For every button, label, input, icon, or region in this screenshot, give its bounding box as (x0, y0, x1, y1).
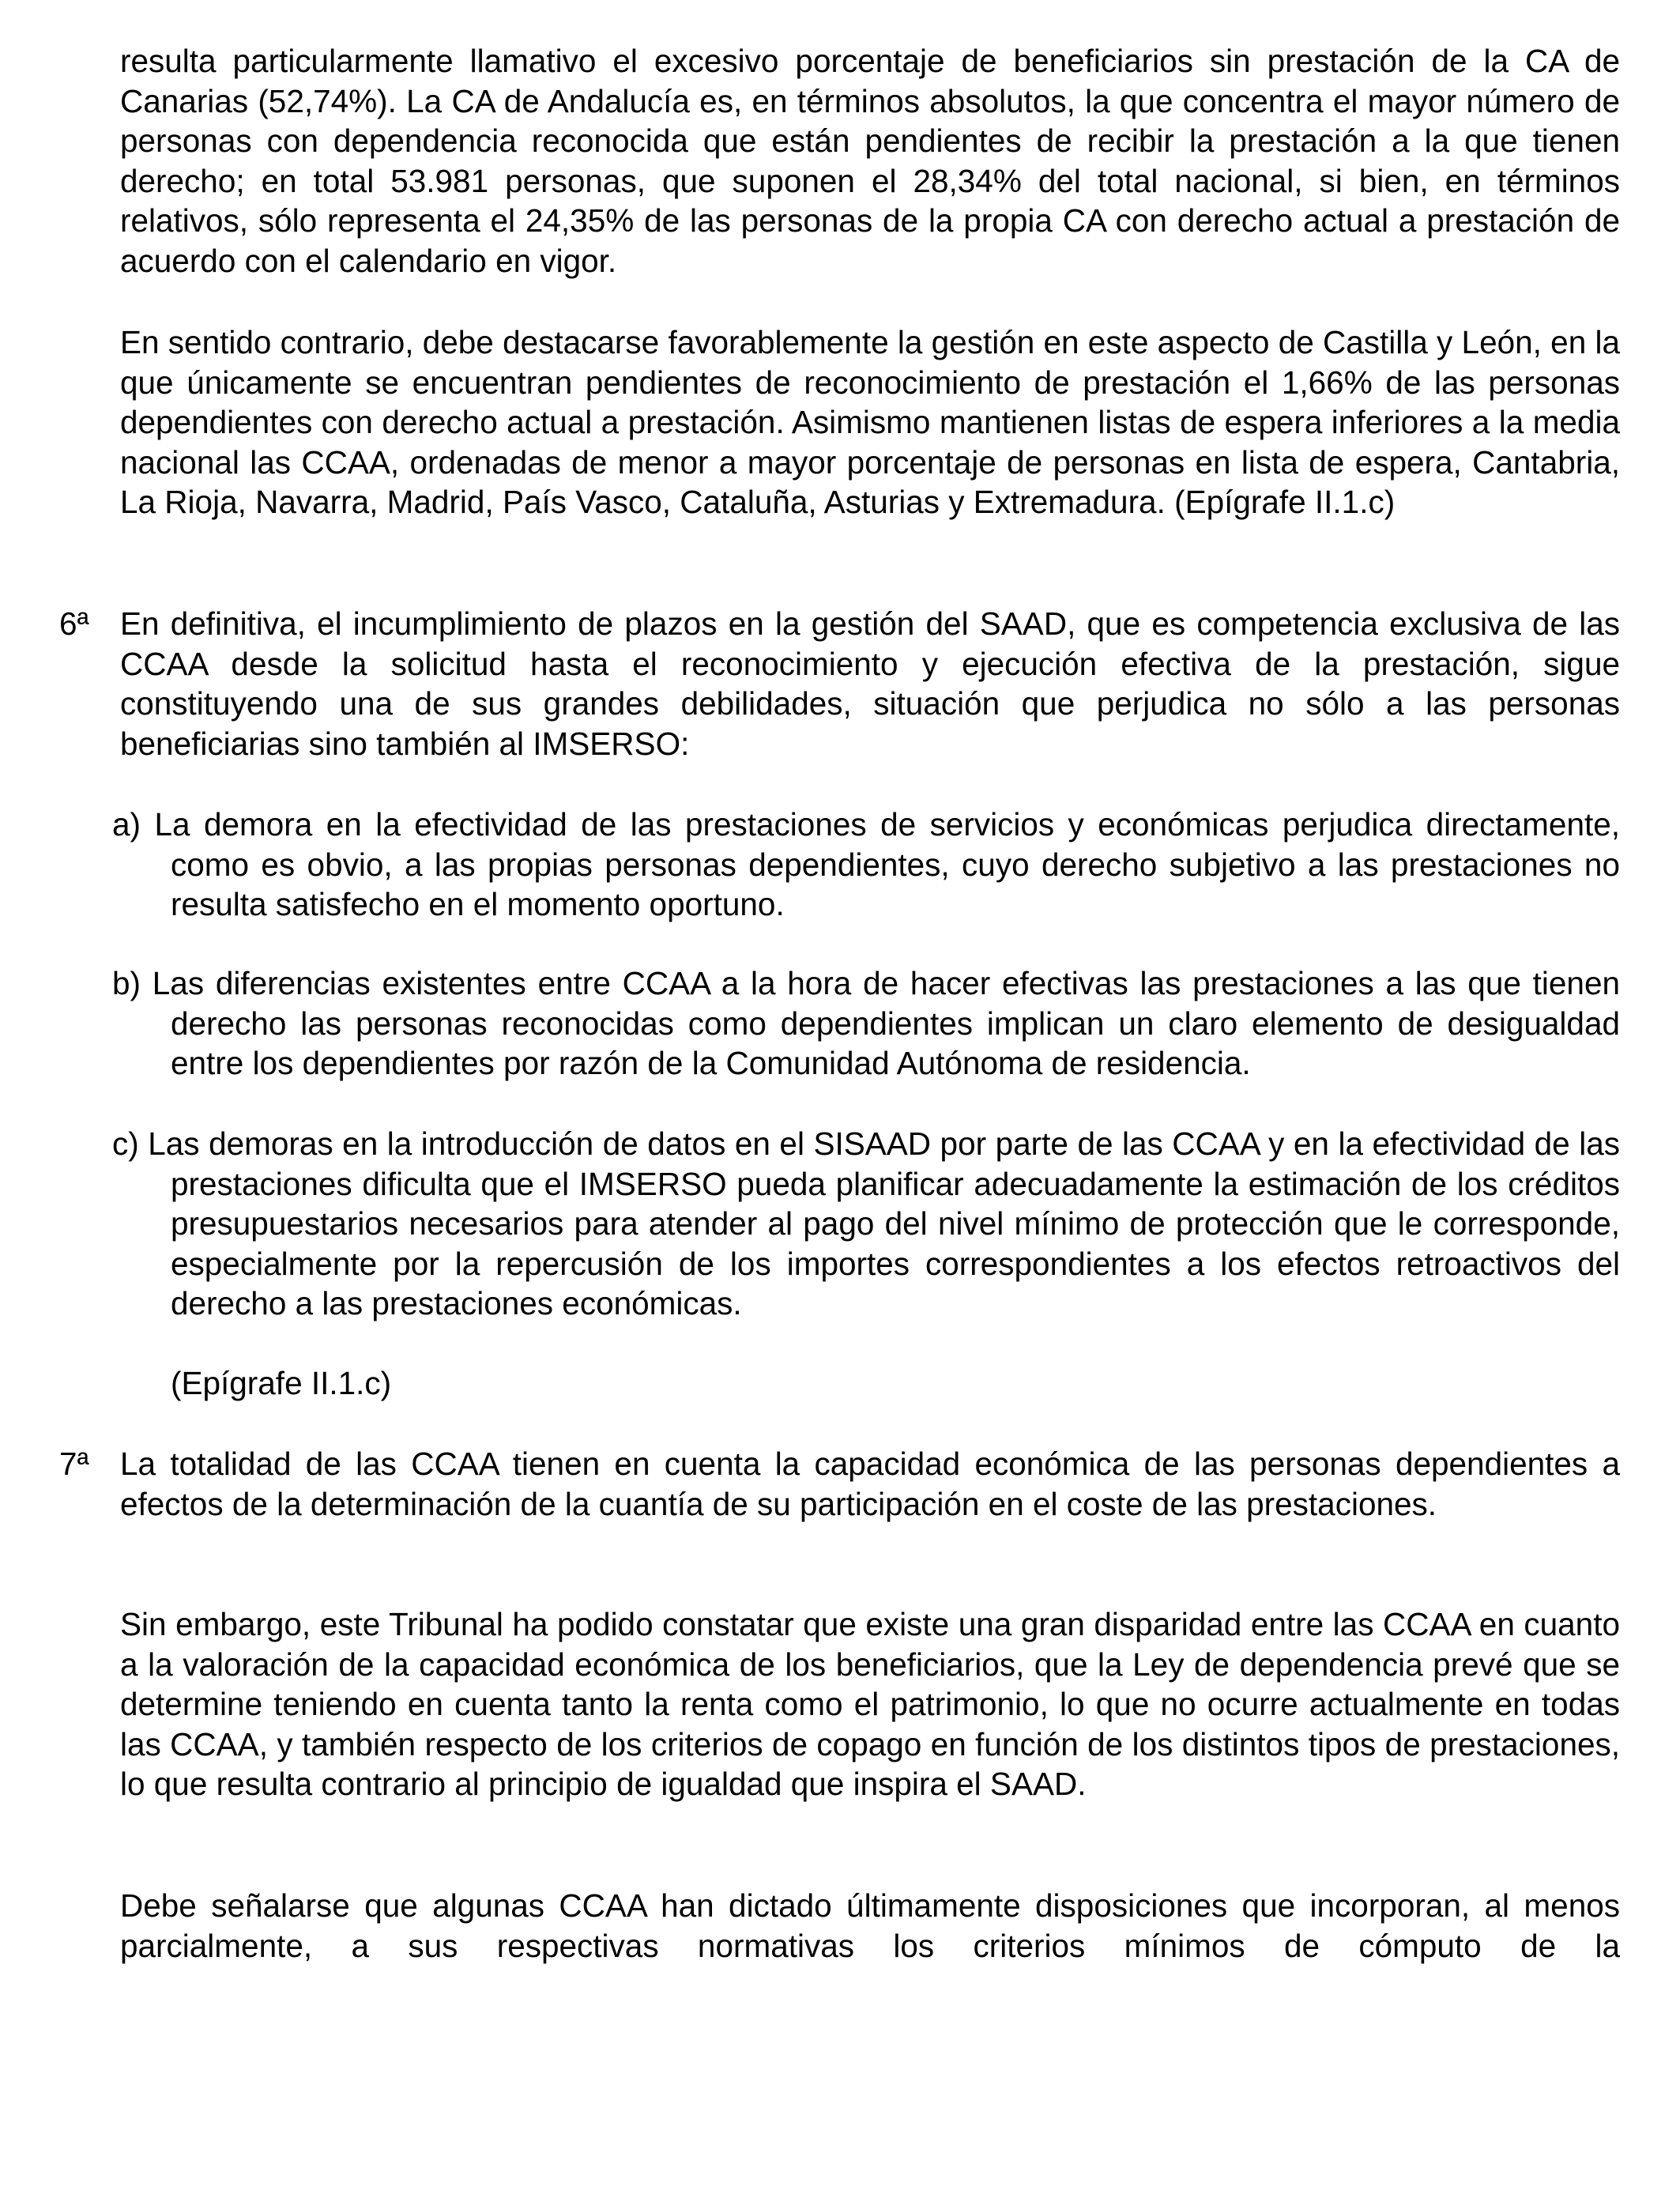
paragraph-castilla-leon: En sentido contrario, debe destacarse favorablemente la gestión en este aspecto de Castilla y León, en la que únicamente se encuentran pendientes de reconocimiento de prestación el 1,66% de las personas dependientes con derecho actual a prestación. Asimismo mantienen listas de espera inferiores a la media nacional las CCAA, ordenadas de menor a mayor porcentaje de personas en lista de espera, Cantabria, La Rioja, Navarra, Madrid, País Vasco, Cataluña, Asturias y Extremadura. (Epígrafe II.1.c) (120, 324, 1620, 520)
item-number-7: 7ª (59, 1446, 89, 1482)
paragraph-item-6: En definitiva, el incumplimiento de plazos en la gestión del SAAD, que es competencia exclusiva de las CCAA desde la solicitud hasta el reconocimiento y ejecución efectiva de la prestación, sigue constituyendo una de sus grandes debilidades, situación que perjudica no sólo a las personas beneficiarias sino también al IMSERSO: (120, 605, 1620, 762)
paragraph-canarias-andalucia: resulta particularmente llamativo el excesivo porcentaje de beneficiarios sin prestación de la CA de Canarias (52,74%). La CA de Andalucía es, en términos absolutos, la que concentra el mayor número de personas con dependencia reconocida que están pendientes de recibir la prestación a la que tienen derecho; en total 53.981 personas, que suponen el 28,34% del total nacional, si bien, en términos relativos, sólo representa el 24,35% de las personas de la propia CA con derecho actual a prestación de acuerdo con el calendario en vigor. (120, 43, 1620, 279)
epigrafe-reference: (Epígrafe II.1.c) (171, 1365, 392, 1401)
subitem-b: b) Las diferencias existentes entre CCAA a la hora de hacer efectivas las prestaciones a las que tienen derecho las personas reconocidas como dependientes implican un claro elemento de desigualdad entre los dependientes por razón de la Comunidad Autónoma de residencia. (112, 965, 1620, 1081)
paragraph-disposiciones: Debe señalarse que algunas CCAA han dictado últimamente disposiciones que incorporan, al menos parcialmente, a sus respectivas normativas los criterios mínimos de cómputo de la (120, 1887, 1620, 1964)
item-number-6: 6ª (59, 605, 89, 642)
paragraph-disparidad: Sin embargo, este Tribunal ha podido constatar que existe una gran disparidad entre las CCAA en cuanto a la valoración de la capacidad económica de los beneficiarios, que la Ley de dependencia prevé que se determine teniendo en cuenta tanto la renta como el patrimonio, lo que no ocurre actualmente en todas las CCAA, y también respecto de los criterios de copago en función de los distintos tipos de prestaciones, lo que resulta contrario al principio de igualdad que inspira el SAAD. (120, 1606, 1620, 1802)
subitem-a: a) La demora en la efectividad de las prestaciones de servicios y económicas perjudica directamente, como es obvio, a las propias personas dependientes, cuyo derecho subjetivo a las prestaciones no resulta satisfecho en el momento oportuno. (112, 806, 1620, 922)
paragraph-item-7: La totalidad de las CCAA tienen en cuenta la capacidad económica de las personas dependientes a efectos de la determinación de la cuantía de su participación en el coste de las prestaciones. (120, 1446, 1620, 1522)
subitem-c: c) Las demoras en la introducción de datos en el SISAAD por parte de las CCAA y en la efectividad de las prestaciones dificulta que el IMSERSO pueda planificar adecuadamente la estimación de los créditos presupuestarios necesarios para atender al pago del nivel mínimo de protección que le corresponde, especialmente por la repercusión de los importes correspondientes a los efectos retroactivos del derecho a las prestaciones económicas. (112, 1125, 1620, 1321)
